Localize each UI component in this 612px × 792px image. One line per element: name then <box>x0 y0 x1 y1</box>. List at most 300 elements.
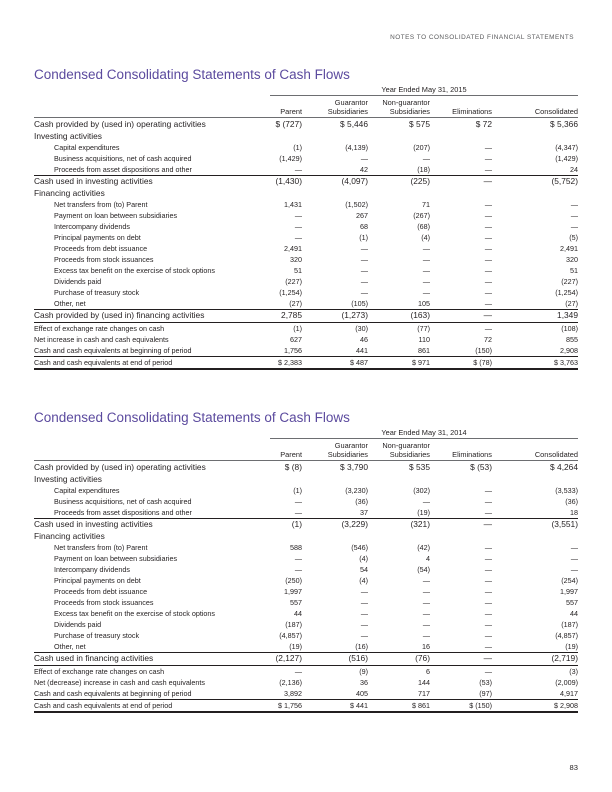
row-value: — <box>360 244 368 253</box>
row-value: (1) <box>293 143 302 152</box>
row-value: 105 <box>418 299 430 308</box>
row-value: (3,551) <box>492 519 578 531</box>
row-value: (150) <box>475 345 492 355</box>
row-value: — <box>422 587 430 596</box>
table-row <box>34 630 578 641</box>
row-value <box>368 474 430 486</box>
row-value: $ 1,756 <box>270 699 302 712</box>
row-value: — <box>484 277 492 286</box>
row-value <box>492 188 578 200</box>
row-label: Cash and cash equivalents at beginning of period <box>34 688 192 698</box>
row-label: Cash and cash equivalents at beginning of period <box>34 345 192 355</box>
row-label: Excess tax benefit on the exercise of stock options <box>54 609 216 618</box>
row-label: Proceeds from stock issuances <box>54 598 154 607</box>
table-row <box>34 553 578 564</box>
row-value: 44 <box>570 609 578 618</box>
row-value: (30) <box>302 322 368 334</box>
row-value: (19) <box>417 508 430 517</box>
row-value: — <box>484 255 492 264</box>
row-value: (4,097) <box>302 176 368 188</box>
column-header-line: Guarantor <box>334 98 368 107</box>
table-row <box>34 298 578 310</box>
row-value: 2,491 <box>560 244 578 253</box>
row-value: 72 <box>484 334 492 344</box>
row-value: $ 72 <box>475 119 492 129</box>
table-row <box>34 210 578 221</box>
row-value: (68) <box>417 222 430 231</box>
row-value <box>302 531 368 543</box>
column-header-line <box>508 441 578 450</box>
header-rule <box>34 460 578 461</box>
row-value: 717 <box>418 688 430 698</box>
row-value: 2,491 <box>284 244 302 253</box>
row-value: 144 <box>418 677 430 687</box>
row-value: (187) <box>285 620 302 629</box>
column-header <box>508 98 578 116</box>
row-value: $ 4,264 <box>550 462 578 472</box>
row-value: 861 <box>418 345 430 355</box>
row-value: — <box>484 154 492 163</box>
row-value: (9) <box>302 665 368 677</box>
row-value: 4,917 <box>560 688 578 698</box>
row-value: — <box>360 255 368 264</box>
row-value: — <box>484 642 492 651</box>
row-value <box>368 531 430 543</box>
row-label: Dividends paid <box>54 620 102 629</box>
table-row <box>34 322 578 334</box>
row-value <box>302 474 368 486</box>
column-header-line: Subsidiaries <box>389 450 430 459</box>
row-value: — <box>484 233 492 242</box>
row-value: 24 <box>570 165 578 174</box>
row-value: $ (150) <box>430 699 492 712</box>
row-value: $ 861 <box>368 699 430 712</box>
column-header <box>232 441 302 459</box>
row-value: $ 2,908 <box>492 699 578 712</box>
row-value: (163) <box>368 310 430 323</box>
row-value: 1,349 <box>492 310 578 323</box>
row-label: Other, net <box>54 642 86 651</box>
table-row <box>34 507 578 519</box>
row-value: (97) <box>479 688 492 698</box>
table-row <box>34 519 578 531</box>
row-value: (19) <box>565 642 578 651</box>
row-value: $ (8) <box>284 462 302 472</box>
row-value: 71 <box>422 200 430 209</box>
row-value: 6 <box>368 665 430 677</box>
row-value: (187) <box>561 620 578 629</box>
row-value: — <box>484 554 492 563</box>
table-row <box>34 254 578 265</box>
row-label: Business acquisitions, net of cash acquired <box>54 154 192 163</box>
row-value <box>368 188 430 200</box>
row-value: 51 <box>570 266 578 275</box>
row-value: (108) <box>492 322 578 334</box>
running-header: NOTES TO CONSOLIDATED FINANCIAL STATEMENTS <box>390 34 574 41</box>
row-value: (3,533) <box>555 486 578 495</box>
row-value: — <box>360 631 368 640</box>
row-value: — <box>360 154 368 163</box>
row-value: — <box>430 310 492 323</box>
row-value: — <box>360 277 368 286</box>
column-header <box>422 98 492 116</box>
table-row <box>34 575 578 586</box>
column-header-line: Subsidiaries <box>327 107 368 116</box>
row-label: Cash used in investing activities <box>34 176 270 188</box>
row-value: 557 <box>290 598 302 607</box>
row-value: $ 3,790 <box>340 462 368 472</box>
row-label: Cash provided by (used in) operating activities <box>34 119 206 129</box>
row-label: Purchase of treasury stock <box>54 288 140 297</box>
row-value: (76) <box>368 653 430 666</box>
row-value: (77) <box>368 322 430 334</box>
row-value: — <box>360 587 368 596</box>
row-value: — <box>570 554 578 563</box>
row-value: (53) <box>479 677 492 687</box>
row-value: — <box>484 266 492 275</box>
row-value: $ (53) <box>470 462 492 472</box>
row-value: 320 <box>290 255 302 264</box>
table-row <box>34 586 578 597</box>
table-row <box>34 243 578 254</box>
row-value: — <box>484 165 492 174</box>
row-label: Proceeds from debt issuance <box>54 587 148 596</box>
row-value: — <box>422 288 430 297</box>
row-value: (1) <box>293 486 302 495</box>
table-row <box>34 119 578 131</box>
row-label: Cash and cash equivalents at end of period <box>34 699 270 712</box>
row-value: 16 <box>422 642 430 651</box>
row-value: $ 487 <box>302 356 368 369</box>
row-value: — <box>484 598 492 607</box>
table-row <box>34 334 578 345</box>
row-value: (225) <box>368 176 430 188</box>
row-value: (1,502) <box>345 200 368 209</box>
row-label: Payment on loan between subsidiaries <box>54 554 178 563</box>
row-value: — <box>430 653 492 666</box>
row-value: — <box>570 565 578 574</box>
row-value: — <box>484 244 492 253</box>
row-value: — <box>294 233 302 242</box>
row-value: 441 <box>356 345 368 355</box>
row-label: Principal payments on debt <box>54 576 141 585</box>
row-value: — <box>484 609 492 618</box>
row-value: (4,347) <box>555 143 578 152</box>
row-value: — <box>484 497 492 506</box>
row-value: (227) <box>285 277 302 286</box>
row-value <box>430 474 492 486</box>
row-value: — <box>422 620 430 629</box>
row-value: (1) <box>359 233 368 242</box>
row-value: $ (727) <box>275 119 302 129</box>
row-value: — <box>484 288 492 297</box>
row-value: — <box>484 587 492 596</box>
row-value: 1,756 <box>284 345 302 355</box>
column-header-line: Parent <box>280 107 302 116</box>
row-value: $ 441 <box>302 699 368 712</box>
row-value: — <box>570 222 578 231</box>
column-header-line: Subsidiaries <box>389 107 430 116</box>
row-value: (302) <box>413 486 430 495</box>
row-value: 54 <box>360 565 368 574</box>
row-value: 68 <box>360 222 368 231</box>
row-value: — <box>484 222 492 231</box>
column-header <box>298 441 368 459</box>
column-header <box>508 441 578 459</box>
row-value: — <box>430 519 492 531</box>
row-value <box>270 131 302 143</box>
row-value: 2,908 <box>560 345 578 355</box>
row-value: (105) <box>351 299 368 308</box>
row-value <box>270 531 302 543</box>
row-value: 588 <box>290 543 302 552</box>
row-value <box>430 188 492 200</box>
row-label: Effect of exchange rate changes on cash <box>34 665 270 677</box>
column-header-line: Parent <box>280 450 302 459</box>
row-value: (27) <box>565 299 578 308</box>
row-value: — <box>294 497 302 506</box>
row-value: — <box>422 277 430 286</box>
row-value: (3,230) <box>345 486 368 495</box>
row-value: (516) <box>302 653 368 666</box>
row-value: 110 <box>418 334 430 344</box>
row-label: Business acquisitions, net of cash acquired <box>54 497 192 506</box>
row-value: $ 5,366 <box>550 119 578 129</box>
row-value: (227) <box>561 277 578 286</box>
row-label: Principal payments on debt <box>54 233 141 242</box>
table-row <box>34 641 578 653</box>
row-label: Investing activities <box>34 473 102 484</box>
row-value: — <box>360 620 368 629</box>
row-value: 44 <box>294 609 302 618</box>
statement-title: Condensed Consolidating Statements of Cash Flows <box>34 67 350 82</box>
row-label: Cash provided by (used in) financing activities <box>34 310 270 323</box>
row-label: Other, net <box>54 299 86 308</box>
row-label: Cash used in financing activities <box>34 653 270 666</box>
row-value: (3,229) <box>302 519 368 531</box>
table-row <box>34 276 578 287</box>
row-value: (42) <box>417 543 430 552</box>
row-label: Intercompany dividends <box>54 565 130 574</box>
row-value: — <box>422 609 430 618</box>
row-value: (36) <box>565 497 578 506</box>
table-row <box>34 142 578 153</box>
period-rule <box>270 438 578 439</box>
row-value: (4) <box>421 233 430 242</box>
row-label: Net transfers from (to) Parent <box>54 543 148 552</box>
row-label: Dividends paid <box>54 277 102 286</box>
row-value: — <box>422 576 430 585</box>
row-value <box>492 531 578 543</box>
row-value: (5) <box>569 233 578 242</box>
row-value: (27) <box>289 299 302 308</box>
row-value: 37 <box>360 508 368 517</box>
table-row <box>34 485 578 496</box>
row-label: Investing activities <box>34 130 102 141</box>
row-value: $ (78) <box>430 356 492 369</box>
column-header-line <box>232 98 302 107</box>
table-row <box>34 688 578 700</box>
table-row <box>34 462 578 474</box>
row-value: (16) <box>355 642 368 651</box>
row-value: — <box>422 266 430 275</box>
row-label: Excess tax benefit on the exercise of stock options <box>54 266 216 275</box>
row-value: (18) <box>417 165 430 174</box>
row-label: Net (decrease) increase in cash and cash equivalents <box>34 677 205 687</box>
row-value: — <box>484 299 492 308</box>
row-value: (1,254) <box>555 288 578 297</box>
row-value: (36) <box>355 497 368 506</box>
cash-flow-statement-2 <box>34 409 578 710</box>
row-value: — <box>484 565 492 574</box>
row-value: 267 <box>356 211 368 220</box>
row-value <box>430 131 492 143</box>
row-label: Net transfers from (to) Parent <box>54 200 148 209</box>
table-row <box>34 265 578 276</box>
period-label: Year Ended May 31, 2014 <box>381 428 467 437</box>
column-header-line: Non-guarantor <box>382 441 430 450</box>
row-value: — <box>360 288 368 297</box>
column-header-line: Non-guarantor <box>382 98 430 107</box>
column-header <box>298 98 368 116</box>
row-label: Proceeds from asset dispositions and other <box>54 165 192 174</box>
row-value: 46 <box>360 334 368 344</box>
row-value: (4,139) <box>345 143 368 152</box>
column-header-line <box>422 98 492 107</box>
row-value <box>492 474 578 486</box>
cash-flow-table <box>34 119 578 370</box>
row-label: Proceeds from stock issuances <box>54 255 154 264</box>
row-label: Net increase in cash and cash equivalents <box>34 334 169 344</box>
row-value: (1) <box>270 322 302 334</box>
row-value: 627 <box>290 334 302 344</box>
row-label: Purchase of treasury stock <box>54 631 140 640</box>
column-header-line <box>232 441 302 450</box>
column-header-line: Consolidated <box>534 107 578 116</box>
column-header-line: Consolidated <box>534 450 578 459</box>
row-value: — <box>570 211 578 220</box>
row-value: 855 <box>566 334 578 344</box>
page-number: 83 <box>569 763 578 772</box>
row-label: Cash and cash equivalents at end of period <box>34 356 270 369</box>
row-label: Payment on loan between subsidiaries <box>54 211 178 220</box>
row-label: Financing activities <box>34 530 105 541</box>
row-value: $ 575 <box>409 119 430 129</box>
table-row <box>34 653 578 666</box>
statement-title: Condensed Consolidating Statements of Cash Flows <box>34 410 350 425</box>
row-label: Financing activities <box>34 187 105 198</box>
row-value: $ 5,446 <box>340 119 368 129</box>
row-value: — <box>294 554 302 563</box>
row-value: (2,127) <box>270 653 302 666</box>
row-value: — <box>484 576 492 585</box>
column-header <box>422 441 492 459</box>
row-value: 36 <box>360 677 368 687</box>
table-row <box>34 564 578 575</box>
row-value: — <box>294 565 302 574</box>
row-label: Capital expenditures <box>54 486 120 495</box>
table-row <box>34 356 578 369</box>
table-row <box>34 287 578 298</box>
column-header-line <box>508 98 578 107</box>
row-value: — <box>270 665 302 677</box>
table-row <box>34 531 578 543</box>
row-value: — <box>360 266 368 275</box>
column-header-line <box>422 441 492 450</box>
table-row <box>34 665 578 677</box>
row-value: — <box>484 631 492 640</box>
row-label: Capital expenditures <box>54 143 120 152</box>
table-row <box>34 199 578 210</box>
row-value: (1,430) <box>270 176 302 188</box>
row-value: 3,892 <box>284 688 302 698</box>
table-row <box>34 153 578 164</box>
row-value: 42 <box>360 165 368 174</box>
row-value: — <box>430 665 492 677</box>
row-value: (250) <box>285 576 302 585</box>
row-value: 1,431 <box>284 200 302 209</box>
row-value <box>492 131 578 143</box>
row-label: Cash used in investing activities <box>34 519 270 531</box>
row-value <box>270 188 302 200</box>
row-label: Proceeds from asset dispositions and other <box>54 508 192 517</box>
column-header <box>360 98 430 116</box>
row-label: Effect of exchange rate changes on cash <box>34 322 270 334</box>
row-value: — <box>570 200 578 209</box>
column-header-line: Guarantor <box>334 441 368 450</box>
row-value: — <box>294 165 302 174</box>
row-value: 320 <box>566 255 578 264</box>
row-value: $ 971 <box>368 356 430 369</box>
row-value <box>368 131 430 143</box>
row-value: (546) <box>351 543 368 552</box>
row-value: — <box>484 508 492 517</box>
row-value: (1) <box>270 519 302 531</box>
row-value <box>302 131 368 143</box>
row-value: (54) <box>417 565 430 574</box>
table-row <box>34 619 578 630</box>
table-row <box>34 677 578 688</box>
row-value <box>270 474 302 486</box>
table-row <box>34 310 578 323</box>
row-value: $ 3,763 <box>492 356 578 369</box>
cash-flow-table <box>34 462 578 713</box>
row-value: 4 <box>426 554 430 563</box>
row-value: (207) <box>413 143 430 152</box>
column-header <box>360 441 430 459</box>
row-value: — <box>360 609 368 618</box>
row-value: (1,273) <box>302 310 368 323</box>
table-row <box>34 131 578 143</box>
row-value <box>302 188 368 200</box>
column-header-line: Eliminations <box>452 107 492 116</box>
period-rule <box>270 95 578 96</box>
row-value: — <box>422 244 430 253</box>
row-value: — <box>360 598 368 607</box>
row-value: — <box>570 543 578 552</box>
row-value: — <box>294 222 302 231</box>
row-value: — <box>484 200 492 209</box>
row-value: (19) <box>289 642 302 651</box>
row-value: (3) <box>492 665 578 677</box>
table-row <box>34 176 578 188</box>
row-value: (4) <box>359 554 368 563</box>
header-rule <box>34 117 578 118</box>
row-value: — <box>484 143 492 152</box>
row-value: — <box>430 322 492 334</box>
row-value: $ 2,383 <box>270 356 302 369</box>
row-value: (321) <box>368 519 430 531</box>
